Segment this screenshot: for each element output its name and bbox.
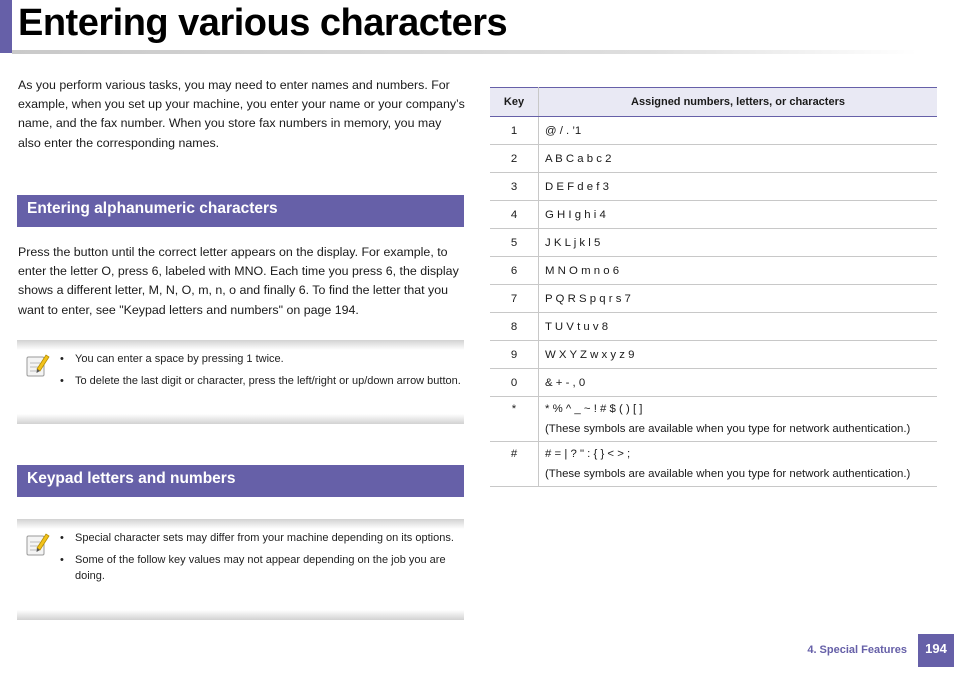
chars-cell: W X Y Z w x y z 9 bbox=[539, 341, 938, 369]
table-row bbox=[490, 145, 937, 173]
table-row bbox=[490, 341, 937, 369]
note-box-alphanumeric bbox=[17, 340, 464, 424]
section-heading-keypad: Keypad letters and numbers bbox=[17, 465, 464, 497]
key-cell: # bbox=[490, 442, 539, 487]
chars-cell: P Q R S p q r s 7 bbox=[539, 285, 938, 313]
title-underline bbox=[12, 50, 917, 54]
column-header-characters: Assigned numbers, letters, or characters bbox=[539, 88, 938, 117]
table-row bbox=[490, 173, 937, 201]
footer-chapter-label: 4. Special Features bbox=[807, 644, 907, 656]
key-cell: 5 bbox=[490, 229, 539, 257]
table-row bbox=[490, 257, 937, 285]
table-row bbox=[490, 285, 937, 313]
table-row bbox=[490, 442, 937, 487]
chars-note: (These symbols are available when you type for network authentication.) bbox=[545, 468, 911, 480]
table-row bbox=[490, 117, 937, 145]
chars-cell: T U V t u v 8 bbox=[539, 313, 938, 341]
page-title: Entering various characters bbox=[18, 2, 508, 44]
table-row bbox=[490, 313, 937, 341]
key-cell: 8 bbox=[490, 313, 539, 341]
table-header-row bbox=[490, 88, 937, 117]
table-row bbox=[490, 229, 937, 257]
page-number: 194 bbox=[918, 634, 954, 667]
list-item: • Some of the follow key values may not appear depending on the job you are doing. bbox=[75, 552, 464, 584]
note-list bbox=[17, 530, 464, 584]
chars-cell: @ / . ’1 bbox=[539, 117, 938, 145]
chars-cell: J K L j k l 5 bbox=[539, 229, 938, 257]
chars-cell bbox=[539, 397, 938, 442]
note-box-keypad bbox=[17, 519, 464, 620]
key-cell: 9 bbox=[490, 341, 539, 369]
chars-cell bbox=[539, 442, 938, 487]
note-pencil-icon bbox=[26, 352, 50, 378]
key-cell: 0 bbox=[490, 369, 539, 397]
intro-paragraph: As you perform various tasks, you may need to enter names and numbers. For example, when you set up your machine, you enter your name or your company’s name, and the fax number. When you store fax numbers in memory, you may also enter the corresponding names. bbox=[18, 78, 465, 150]
alphanumeric-paragraph: Press the button until the correct letter appears on the display. For example, to enter the letter O, press 6, labeled with MNO. Each time you press 6, the display shows a different letter, M, N, O, m, n, o and finally 6. To find the letter that you want to enter, see "Keypad letters and numbers" on page 194. bbox=[18, 245, 459, 317]
chars-cell: M N O m n o 6 bbox=[539, 257, 938, 285]
key-cell: 4 bbox=[490, 201, 539, 229]
table-row bbox=[490, 201, 937, 229]
table-row bbox=[490, 397, 937, 442]
chars-cell: & + - , 0 bbox=[539, 369, 938, 397]
list-item: • You can enter a space by pressing 1 twice. bbox=[75, 351, 464, 367]
key-cell: 3 bbox=[490, 173, 539, 201]
chars-text: * % ^ _ ~ ! # $ ( ) [ ] bbox=[545, 403, 643, 415]
key-cell: 7 bbox=[490, 285, 539, 313]
column-header-key: Key bbox=[490, 88, 539, 117]
chars-cell: D E F d e f 3 bbox=[539, 173, 938, 201]
chars-cell: G H I g h i 4 bbox=[539, 201, 938, 229]
section-heading-alphanumeric: Entering alphanumeric characters bbox=[17, 195, 464, 227]
list-item: • Special character sets may differ from your machine depending on its options. bbox=[75, 530, 464, 546]
note-list bbox=[17, 351, 464, 389]
note-pencil-icon bbox=[26, 531, 50, 557]
key-cell: 1 bbox=[490, 117, 539, 145]
title-accent-bar bbox=[0, 0, 12, 53]
key-cell: * bbox=[490, 397, 539, 442]
table-row bbox=[490, 369, 937, 397]
list-item: • To delete the last digit or character, press the left/right or up/down arrow button. bbox=[75, 373, 464, 389]
key-cell: 2 bbox=[490, 145, 539, 173]
chars-note: (These symbols are available when you type for network authentication.) bbox=[545, 423, 911, 435]
chars-cell: A B C a b c 2 bbox=[539, 145, 938, 173]
chars-text: # = | ? " : { } < > ; bbox=[545, 448, 631, 460]
keypad-table bbox=[490, 87, 937, 487]
key-cell: 6 bbox=[490, 257, 539, 285]
